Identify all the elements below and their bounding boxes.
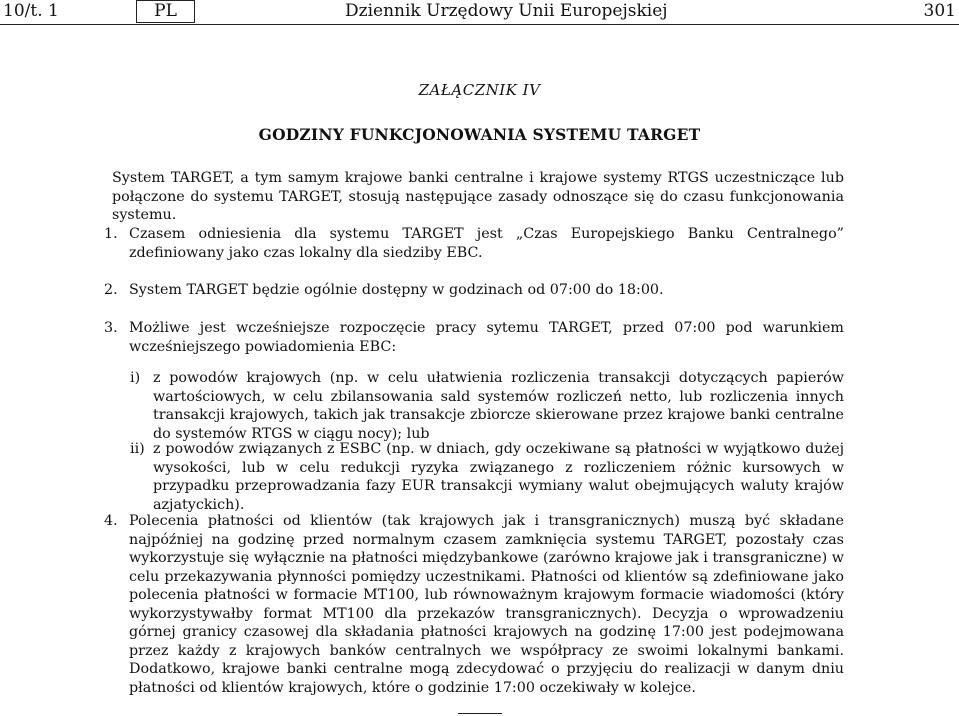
- item-number-1: 1.: [104, 226, 118, 242]
- subitem-text-ii: z powodów związanych z ESBC (np. w dniach, gdy oczekiwane są płatności w wyjątkowo dużej wysokości, lub w celu redukcji ryzyka związanego z rozliczeniem różnic kursowych w przypadku przeprowadzania fazy EUR transakcji wymiany walut obejmujących waluty krajów azjatyckich).: [153, 441, 844, 513]
- issue-reference: 10/t. 1: [3, 1, 59, 21]
- journal-title: Dziennik Urzędowy Unii Europejskiej: [345, 1, 668, 21]
- subitem-text-i: z powodów krajowych (np. w celu ułatwienia rozliczenia transakcji dotyczących papierów wartościowych, w celu zbilansowania sald systemów rozliczeń netto, lub rozliczenia innych transakcji krajowych, takich jak transakcje zbiorcze skierowane przez krajowe banki centralne do systemów RTGS w ciągu nocy); lub: [153, 370, 844, 442]
- subitem-number-ii: ii): [130, 441, 145, 457]
- item-text-2: System TARGET będzie ogólnie dostępny w godzinach od 07:00 do 18:00.: [129, 282, 664, 298]
- item-text-1: Czasem odniesienia dla systemu TARGET jest „Czas Europejskiego Banku Centralnego” zdefiniowany jako czas lokalny dla siedziby EBC.: [129, 226, 844, 261]
- item-number-2: 2.: [104, 282, 118, 298]
- language-code-box: PL: [136, 0, 195, 23]
- journal-header: [0, 0, 959, 26]
- subitem-number-i: i): [130, 370, 141, 386]
- page-number: 301: [923, 1, 956, 21]
- annex-label: ZAŁĄCZNIK IV: [418, 81, 541, 99]
- item-text-4: Polecenia płatności od klientów (tak krajowych jak i transgranicznych) muszą być składane najpóźniej na godzinę przed normalnym czasem zamknięcia systemu TARGET, pozostały czas wykorzystuje się wyłącznie na płatności międzybankowe (zarówno krajowe jak i transgraniczne) w celu przekazywania płynności pomiędzy uczestnikami. Płatności od klientów są zdefiniowane jako polecenia płatności w formacie MT100, lub równoważnym krajowym formacie wiadomości (który wykorzystywałby format MT100 dla przekazów transgranicznych). Decyzja o wprowadzeniu górnej granicy czasowej dla składania płatności krajowych na godzinę 17:00 jest podejmowana przez każdy z krajowych banków centralnych we współpracy ze swoimi lokalnymi bankami. Dodatkowo, krajowe banki centralne mogą zdecydować o przyjęciu do realizacji w danym dniu płatności od klientów krajowych, które o godzinie 17:00 oczekiwały w kolejce.: [129, 513, 844, 696]
- end-separator-rule: [458, 713, 502, 714]
- document-title: GODZINY FUNKCJONOWANIA SYSTEMU TARGET: [258, 125, 701, 144]
- header-rule: [0, 24, 959, 25]
- item-number-4: 4.: [104, 513, 118, 529]
- intro-paragraph: System TARGET, a tym samym krajowe banki centralne i krajowe systemy RTGS uczestniczące lub połączone do systemu TARGET, stosują następujące zasady odnoszące się do czasu funkcjonowania systemu.: [112, 170, 844, 223]
- item-number-3: 3.: [104, 320, 118, 336]
- item-text-3: Możliwe jest wcześniejsze rozpoczęcie pracy sytemu TARGET, przed 07:00 pod warunkiem wcześniejszego powiadomienia EBC:: [129, 320, 844, 355]
